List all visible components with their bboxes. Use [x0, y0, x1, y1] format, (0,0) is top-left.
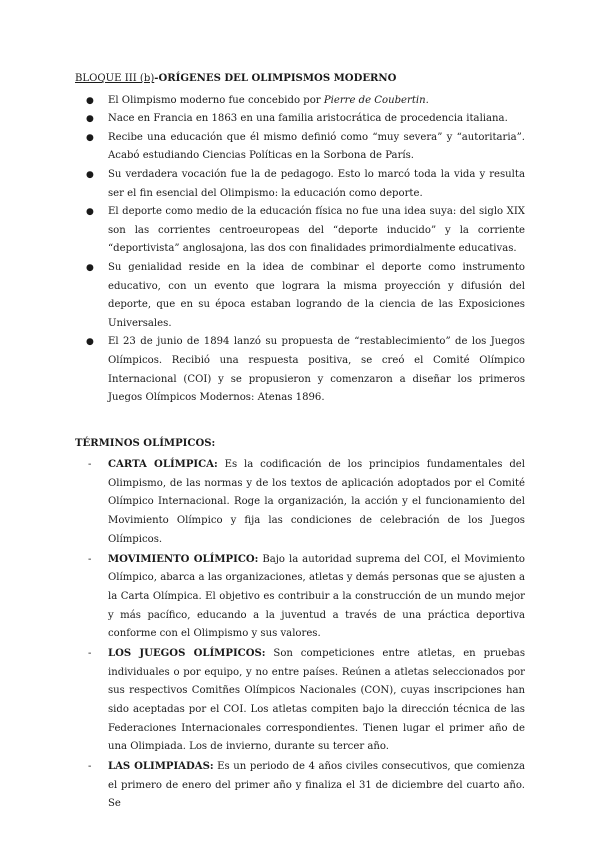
dash-marker: -: [88, 553, 92, 565]
bullet-icon: ●: [86, 207, 94, 218]
bullet-item: [75, 166, 525, 203]
term-item: [75, 551, 525, 644]
bullet-item: [75, 110, 525, 129]
bullet-text-end: .: [425, 94, 429, 106]
dash-marker: -: [88, 648, 92, 660]
bullet-icon: ●: [86, 132, 94, 143]
term-name: MOVIMIENTO OLÍMPICO:: [108, 553, 259, 565]
bullet-italic-name: Pierre de Coubertin: [323, 94, 426, 106]
bullet-item: [75, 129, 525, 166]
bullet-text: El 23 de junio de 1894 lanzó su propuesta de “restablecimiento” de los Juegos Olímpicos. Recibió una respuesta positiva, se creó el Comité Olímpico Internacional (COI) y se propusieron y comenzaron a diseñar los primeros Juegos Olímpicos Modernos: Atenas 1896.: [108, 336, 525, 404]
bullet-text: El Olimpismo moderno fue concebido por: [108, 94, 324, 106]
term-item: [75, 645, 525, 757]
term-name: CARTA OLÍMPICA:: [108, 459, 218, 471]
document-heading: [75, 70, 525, 89]
document-page: [75, 70, 525, 816]
bullet-text: Su genialidad reside en la idea de combinar el deporte como instrumento educativo, con un evento que lograra la misma proyección y difusión del deporte, que en su época estaban logrando de la ciencia de las Exposiciones Universales.: [108, 261, 525, 329]
bullet-text: Su verdadera vocación fue la de pedagogo. Esto lo marcó toda la vida y resulta ser el fin esencial del Olimpismo: la educación como deporte.: [108, 168, 525, 199]
bullet-icon: ●: [86, 95, 94, 106]
origins-bullet-list: [75, 92, 525, 408]
bullet-item: [75, 333, 525, 407]
bullet-icon: ●: [86, 114, 94, 125]
bullet-icon: ●: [86, 337, 94, 348]
block-label: BLOQUE III (b): [75, 73, 155, 84]
term-name: LAS OLIMPIADAS:: [108, 761, 214, 773]
term-definition: Es un periodo de 4 años civiles consecutivos, que comienza el primero de enero del primer año y finaliza el 31 de diciembre del cuarto año. Se: [108, 761, 525, 810]
terms-heading: TÉRMINOS OLÍMPICOS:: [75, 437, 216, 449]
term-definition: Son competiciones entre atletas, en pruebas individuales o por equipo, y no entre países. Reúnen a atletas seleccionados por sus respectivos Comitñes Olímpicos Nacionales (CON), cuyas inscripciones han sido aceptadas por el COI. Los atletas compiten bajo la dirección técnica de las Federaciones Internacionales correspondientes. Tienen lugar el primer año de una Olimpiada. Los de invierno, durante su tercer año.: [108, 648, 526, 753]
dash-marker: -: [88, 459, 92, 471]
bullet-item: [75, 92, 525, 111]
bullet-icon: ●: [86, 262, 94, 273]
bullet-icon: ●: [86, 169, 94, 180]
dash-marker: -: [88, 761, 92, 773]
bullet-item: [75, 203, 525, 259]
heading-title: ORÍGENES DEL OLIMPISMOS MODERNO: [158, 73, 397, 84]
bullet-text: Nace en Francia en 1863 en una familia aristocrática de procedencia italiana.: [108, 113, 508, 125]
term-definition: Es la codificación de los principios fundamentales del Olimpismo, de las normas y de los textos de aplicación adoptados por el Comité Olímpico Internacional. Roge la organización, la acción y el funcionamiento del Movimiento Olímpico y fija las condiciones de celebración de los Juegos Olímpicos.: [108, 459, 525, 545]
terms-list: [75, 456, 525, 814]
bullet-text: El deporte como medio de la educación física no fue una idea suya: del siglo XIX son las corrientes centroeuropeas del “deporte inducido” y la corriente “deportivista” anglosajona, las dos con finalidades primordialmente educativas.: [108, 206, 525, 255]
heading-separator: -: [154, 73, 159, 84]
term-name: LOS JUEGOS OLÍMPICOS:: [108, 648, 266, 660]
term-item: [75, 758, 525, 814]
term-definition: Bajo la autoridad suprema del COI, el Movimiento Olímpico, abarca a las organizaciones, atletas y demás personas que se ajusten a la Carta Olímpica. El objetivo es contribuir a la construcción de un mundo mejor y más pacífico, educando a la juventud a través de una práctica deportiva conforme con el Olimpismo y sus valores.: [108, 553, 526, 640]
bullet-text: Recibe una educación que él mismo definió como “muy severa” y “autoritaria”. Acabó estudiando Ciencias Políticas en la Sorbona de París.: [108, 131, 525, 162]
bullet-item: [75, 259, 525, 333]
term-item: [75, 456, 525, 549]
